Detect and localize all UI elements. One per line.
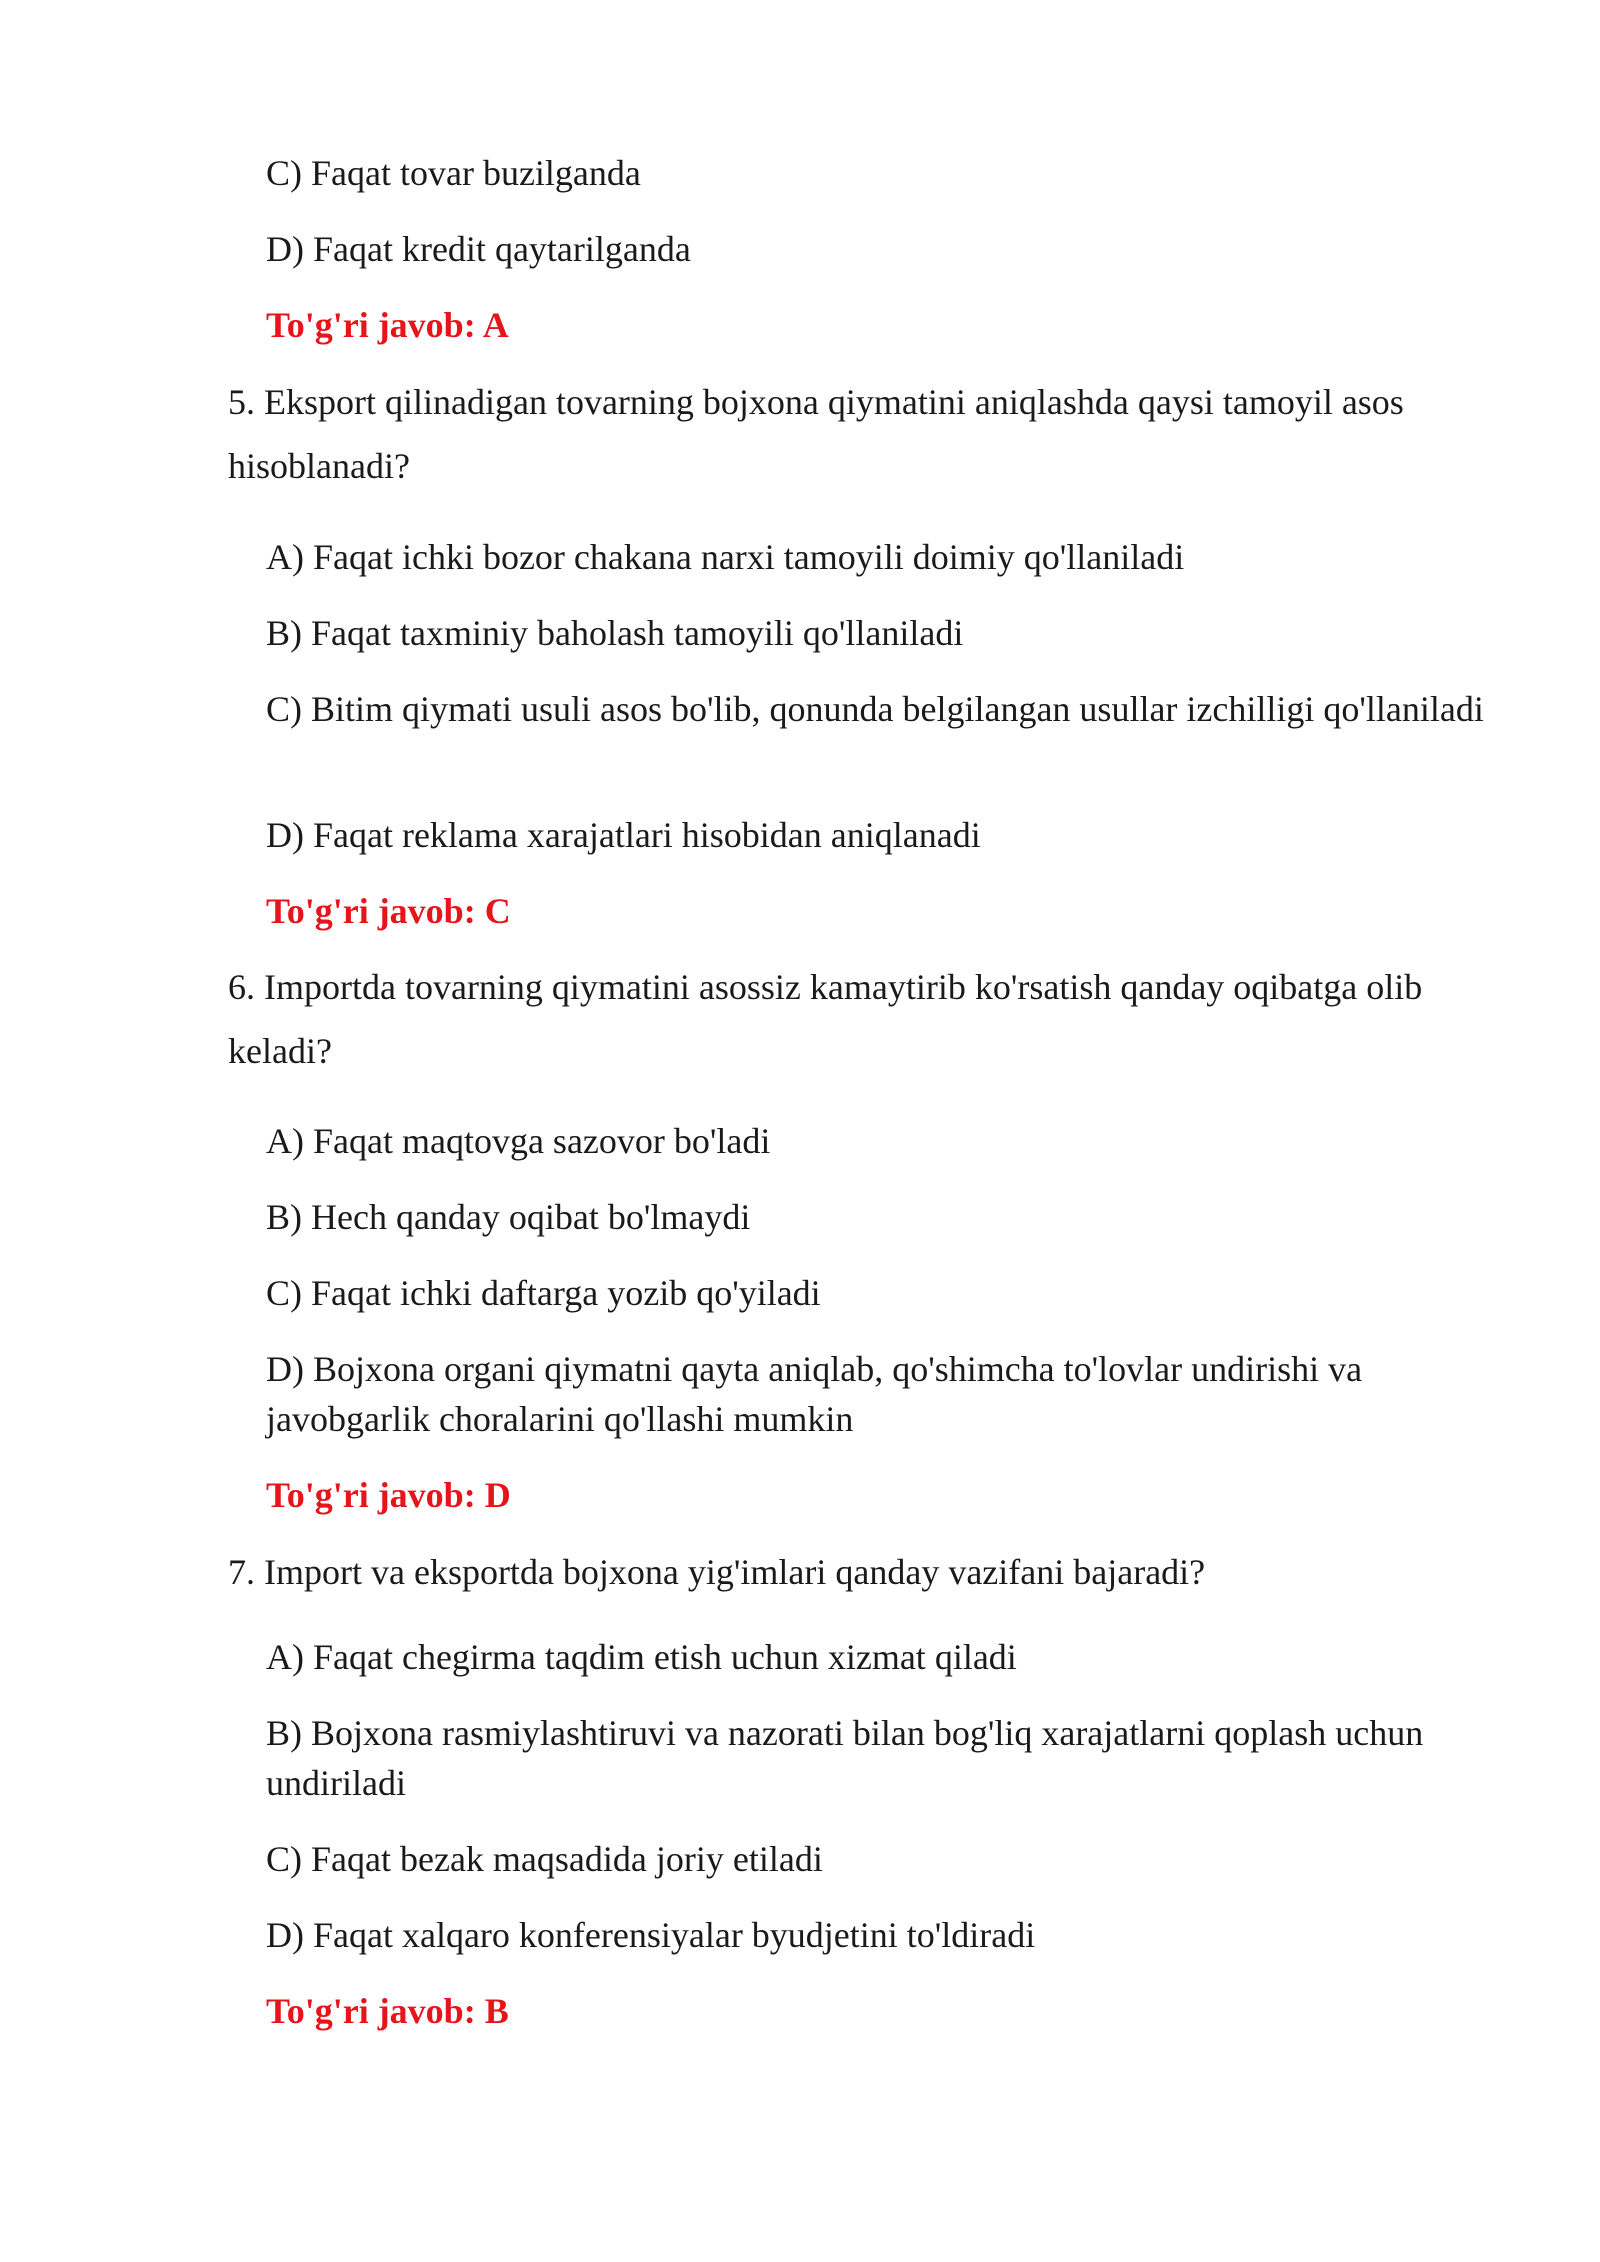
option-text: D) Faqat reklama xarajatlari hisobidan aniqlanadi	[266, 815, 981, 855]
option-text: D) Faqat xalqaro konferensiyalar byudjetini to'ldiradi	[266, 1915, 1036, 1955]
option-text: A) Faqat ichki bozor chakana narxi tamoyili doimiy qo'llaniladi	[266, 537, 1185, 577]
correct-answer: To'g'ri javob: D	[266, 1475, 511, 1515]
option-text: B) Faqat taxminiy baholash tamoyili qo'llaniladi	[266, 613, 964, 653]
correct-answer: To'g'ri javob: B	[266, 1991, 509, 2031]
question-text: 5. Eksport qilinadigan tovarning bojxona qiymatini aniqlashda qaysi tamoyil asos hisoblanadi?	[228, 382, 1404, 486]
option-text: C) Bitim qiymati usuli asos bo'lib, qonunda belgilangan usullar izchilligi qo'llaniladi	[266, 689, 1484, 729]
option-text: A) Faqat maqtovga sazovor bo'ladi	[266, 1121, 771, 1161]
question-text: 7. Import va eksportda bojxona yig'imlari qanday vazifani bajaradi?	[228, 1552, 1206, 1592]
option-text: C) Faqat bezak maqsadida joriy etiladi	[266, 1839, 823, 1879]
option-text: D) Bojxona organi qiymatni qayta aniqlab, qo'shimcha to'lovlar undirishi va javobgarlik choralarini qo'llashi mumkin	[266, 1349, 1363, 1439]
option-text: B) Hech qanday oqibat bo'lmaydi	[266, 1197, 751, 1237]
option-text: C) Faqat ichki daftarga yozib qo'yiladi	[266, 1273, 821, 1313]
option-text: B) Bojxona rasmiylashtiruvi va nazorati bilan bog'liq xarajatlarni qoplash uchun undiriladi	[266, 1713, 1424, 1803]
option-text: D) Faqat kredit qaytarilganda	[266, 229, 691, 269]
option-text: A) Faqat chegirma taqdim etish uchun xizmat qiladi	[266, 1637, 1017, 1677]
correct-answer: To'g'ri javob: C	[266, 891, 511, 931]
question-text: 6. Importda tovarning qiymatini asossiz kamaytirib ko'rsatish qanday oqibatga olib keladi?	[228, 967, 1423, 1071]
option-text: C) Faqat tovar buzilganda	[266, 153, 641, 193]
correct-answer: To'g'ri javob: A	[266, 305, 509, 345]
